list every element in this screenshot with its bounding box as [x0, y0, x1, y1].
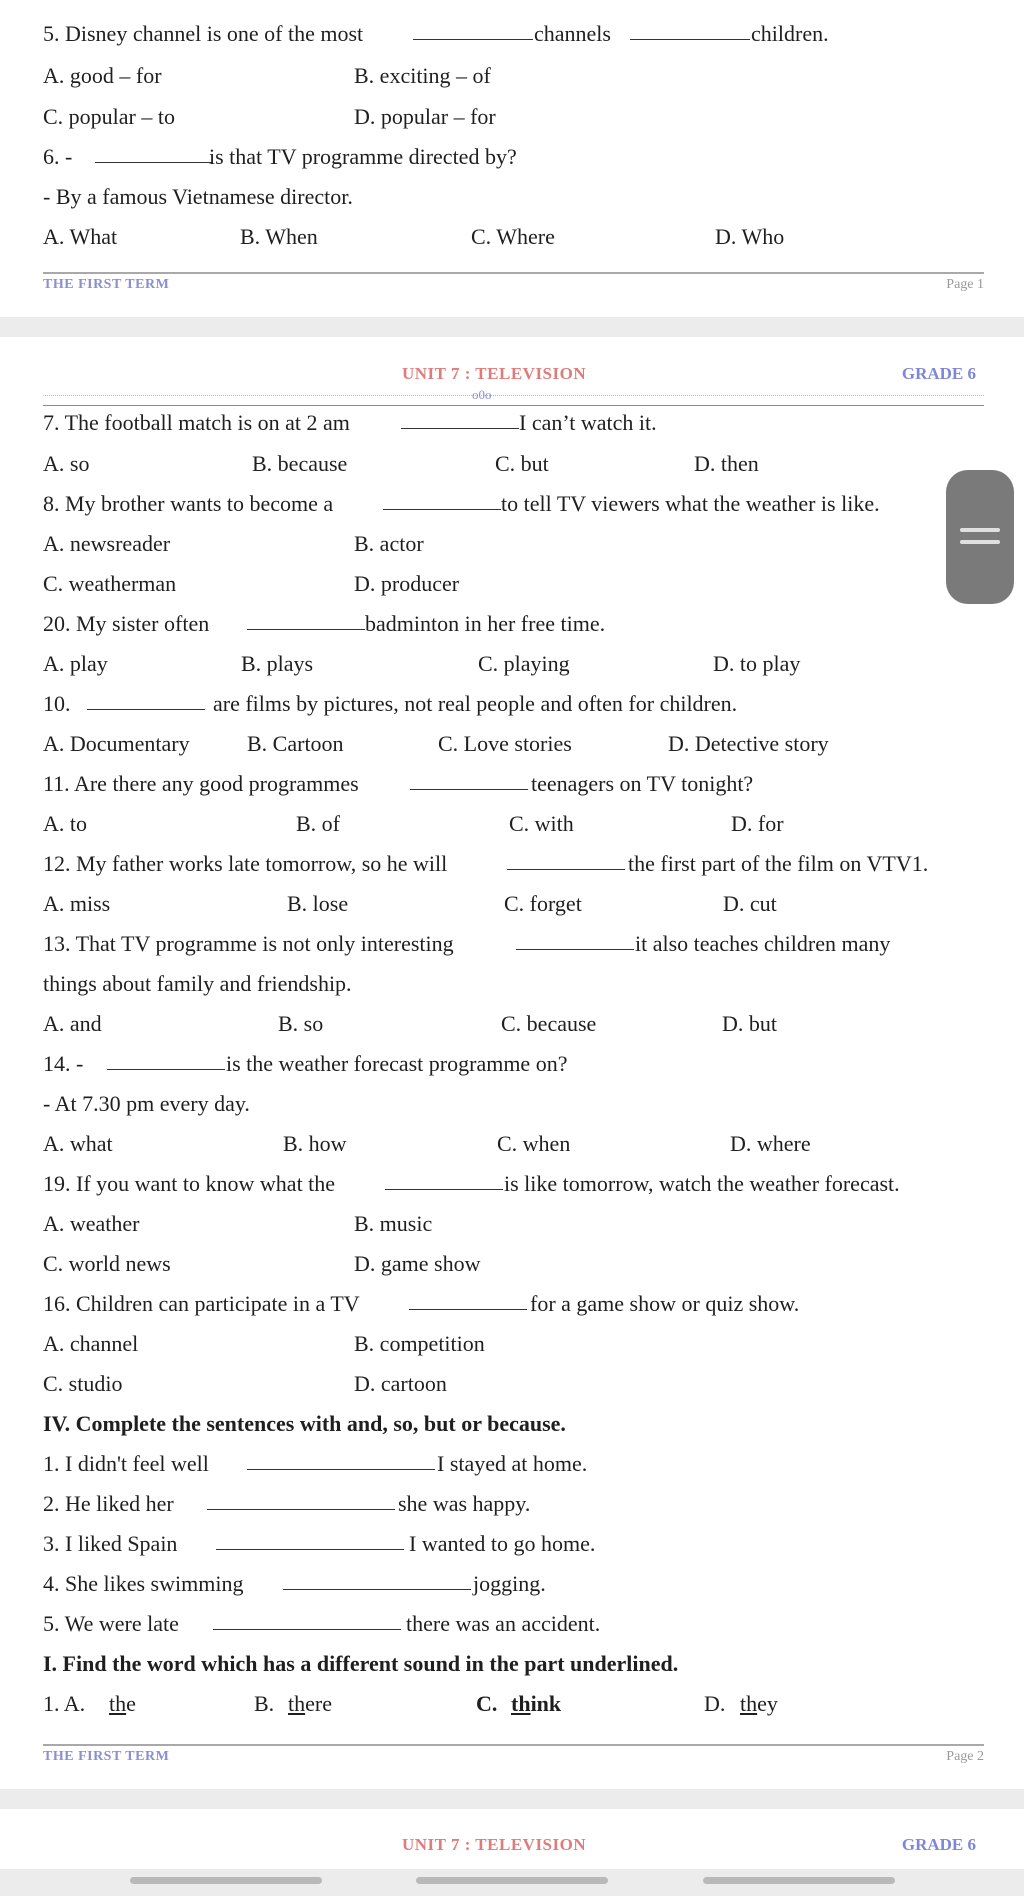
grip-line-icon	[960, 528, 1000, 532]
option-b: B. music	[354, 1211, 433, 1236]
page-1: 5. Disney channel is one of the most channels children. A. good – for B. exciting – of C. popular – to D. popular – for 6. - is that TV programme directed by? - By a famous Vietnamese director. A. What B. When C. Where D. Who THE FIRST TERM Page 1	[0, 0, 1024, 317]
grip-line-icon	[960, 540, 1000, 544]
footer-divider	[43, 272, 984, 274]
blank	[385, 1170, 503, 1190]
page-2: UNIT 7 : TELEVISION GRADE 6 o0o 7. The football match is on at 2 am I can’t watch it. A. so B. because C. but D. then 8. My brother wants to become a to tell TV viewers what the weather is like. A. newsreader B. actor C. weatherman D. producer 20. My sister often badminton in her free time. A. play B. plays C. playing D. to play 10. are films by pictures, not real people and often for children. A. Documentary B. Cartoon C. Love stories D. Detective story 11. Are there any good programmes teenagers on TV tonight? A. to B. of C. with D. for 12. My father works late tomorrow, so he will the first part of the film on VTV1. A. miss B. lose C. forget D. cut 13. That TV programme is not only interesting it also teaches children many things about family and friendship. A. and B. so C. because D. but 14. - is the weather forecast programme on? - At 7.30 pm every day. A. what B. how C. when D. where 19. If you want to know what the is like tomorrow, watch the weather forecast. A. weather B. music C. world news D. game show 16. Children can participate in a TV for a game show or quiz show. A. channel B. competition C. studio D. cartoon IV. Complete the sentences with and, so, but or because. 1. I didn't feel well I stayed at home. 2. He liked her she was happy. 3. I liked Spain I wanted to go home. 4. She likes swimming jogging. 5. We were late there was an accident. I. Find the word which has a different sound in the part underlined. 1. A. the B. there C. think D. they THE FIRST TERM Page 2	[0, 337, 1024, 1789]
nav-pill-right[interactable]	[703, 1877, 895, 1884]
nav-pill-center[interactable]	[416, 1877, 608, 1884]
option-c: C. world news	[43, 1251, 171, 1276]
option-a: A. to	[43, 811, 87, 836]
scroll-handle[interactable]	[946, 470, 1014, 604]
option-d: D. then	[694, 451, 759, 476]
option-c: C. Love stories	[438, 731, 572, 756]
option-c: C. Where	[471, 224, 555, 249]
option-b: B. competition	[354, 1331, 485, 1356]
page-header-title: UNIT 7 : TELEVISION	[402, 1835, 587, 1854]
header-divider	[43, 405, 984, 406]
option-a: A. so	[43, 451, 90, 476]
option-d: D. where	[730, 1131, 811, 1156]
blank	[516, 930, 634, 950]
option-c: C. but	[495, 451, 549, 476]
blank	[507, 850, 625, 870]
page-header-grade: GRADE 6	[901, 1835, 976, 1854]
blank	[401, 409, 519, 429]
option-c: C. when	[497, 1131, 571, 1156]
option-d: D. but	[722, 1011, 777, 1036]
option-b: B. lose	[287, 891, 349, 916]
footer-page-number: Page 1	[946, 277, 984, 292]
option-d: D. for	[731, 811, 784, 836]
option-d: they	[740, 1691, 778, 1716]
blank	[107, 1050, 225, 1070]
option-d: D. popular – for	[354, 104, 496, 129]
blank	[207, 1490, 395, 1510]
blank	[630, 20, 750, 40]
option-a: A. weather	[43, 1211, 140, 1236]
blank	[213, 1610, 401, 1630]
page-header-title: UNIT 7 : TELEVISION	[402, 364, 587, 383]
option-b: B. because	[252, 451, 348, 476]
option-b: B. Cartoon	[247, 731, 344, 756]
option-a: A. and	[43, 1011, 102, 1036]
blank	[283, 1570, 471, 1590]
option-a: A. play	[43, 651, 108, 676]
nav-pill-left[interactable]	[130, 1877, 322, 1884]
option-d: D. cut	[723, 891, 777, 916]
blank	[413, 20, 533, 40]
option-a: A. What	[43, 224, 118, 249]
option-b: B. exciting – of	[354, 63, 491, 88]
option-d: D. cartoon	[354, 1371, 447, 1396]
option-b: there	[288, 1691, 332, 1716]
blank	[409, 1290, 527, 1310]
option-d: D. producer	[354, 571, 460, 596]
option-b: B. When	[240, 224, 318, 249]
blank	[247, 1450, 435, 1470]
header-ornament: o0o	[472, 387, 492, 402]
option-b: B. so	[278, 1011, 324, 1036]
option-d: D. Who	[715, 224, 785, 249]
option-c: C. because	[501, 1011, 597, 1036]
option-a: the	[109, 1691, 136, 1716]
option-c: C. forget	[504, 891, 582, 916]
blank	[216, 1530, 404, 1550]
blank	[95, 143, 213, 163]
footer-divider	[43, 1744, 984, 1746]
option-c: C. weatherman	[43, 571, 177, 596]
blank	[87, 690, 205, 710]
blank	[247, 610, 365, 630]
option-b: B. actor	[354, 531, 424, 556]
option-a: A. good – for	[43, 63, 162, 88]
blank	[383, 490, 501, 510]
blank	[410, 770, 528, 790]
page-header-grade: GRADE 6	[901, 364, 976, 383]
option-b: B. of	[296, 811, 340, 836]
header-dotted-line	[43, 395, 984, 396]
option-b: B. plays	[241, 651, 314, 676]
footer-page-number: Page 2	[946, 1749, 984, 1764]
option-d: D. game show	[354, 1251, 481, 1276]
option-c: C. with	[509, 811, 574, 836]
option-c: C. playing	[478, 651, 570, 676]
option-d: D. Detective story	[668, 731, 829, 756]
option-a: A. miss	[43, 891, 111, 916]
option-a: A. newsreader	[43, 531, 171, 556]
option-c: C. studio	[43, 1371, 123, 1396]
option-a: A. what	[43, 1131, 113, 1156]
option-c: think	[511, 1691, 562, 1716]
option-a: A. Documentary	[43, 731, 190, 756]
option-a: A. channel	[43, 1331, 139, 1356]
page-3	[0, 1809, 1024, 1869]
option-d: D. to play	[713, 651, 801, 676]
option-b: B. how	[283, 1131, 347, 1156]
option-c: C. popular – to	[43, 104, 175, 129]
footer-term: THE FIRST TERM	[43, 1749, 170, 1764]
footer-term: THE FIRST TERM	[43, 277, 170, 292]
